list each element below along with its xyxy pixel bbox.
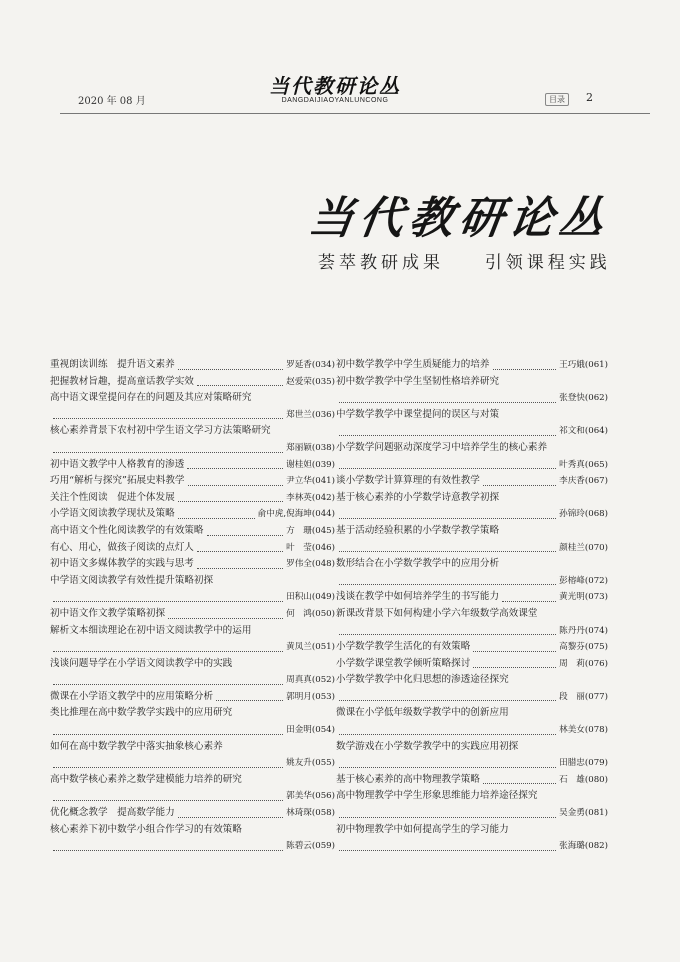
toc-entry-author: 周 莉: [559, 658, 585, 669]
journal-brand-title: 当代教研论丛: [305, 193, 613, 244]
leader-dots: [53, 684, 283, 685]
toc-entry[interactable]: [50, 606, 335, 623]
toc-entry-title: 如何在高中数学教学中落实抽象核心素养: [50, 740, 223, 752]
leader-dots: [339, 518, 556, 519]
toc-entry-page: (049): [311, 592, 335, 603]
toc-entry-title: 中学语文阅读教学有效性提升策略初探: [50, 574, 214, 586]
toc-entry-title: 浅谈问题导学在小学语文阅读教学中的实践: [50, 657, 233, 669]
toc-entry-title: 高中语文课堂提问存在的问题及其应对策略研究: [50, 392, 252, 404]
toc-entry-author: 吴金勇: [559, 808, 585, 819]
toc-entry-title: 初中数学教学中学生坚韧性格培养研究: [336, 375, 500, 387]
toc-entry-author: 叶秀真: [559, 459, 585, 470]
toc-entry-title: 把握教材旨趣，提高童话教学实效: [50, 375, 194, 387]
toc-entry-author: 郑世兰: [286, 409, 312, 420]
toc-entry[interactable]: [50, 506, 335, 523]
leader-dots: [502, 601, 556, 602]
toc-entry-page: (065): [584, 459, 608, 470]
section-label: 目录: [545, 93, 569, 106]
toc-entry[interactable]: [50, 423, 335, 456]
toc-entry-title: 初中数学教学中学生质疑能力的培养: [336, 359, 490, 370]
leader-dots: [197, 551, 283, 552]
toc-entry-page: (061): [584, 360, 608, 370]
toc-entry-page: (054): [311, 725, 335, 736]
toc-entry[interactable]: [50, 490, 335, 507]
toc-entry[interactable]: [50, 523, 335, 540]
toc-entry[interactable]: [50, 390, 335, 423]
toc-entry[interactable]: [336, 473, 608, 490]
toc-entry-page: (042): [311, 492, 335, 503]
leader-dots: [473, 667, 556, 668]
toc-entry-author: 段 丽: [559, 691, 585, 702]
toc-entry[interactable]: [50, 623, 335, 656]
toc-entry-title: 小学数学问题驱动深度学习中培养学生的核心素养: [336, 441, 548, 453]
toc-entry-title: 新课改背景下如何构建小学六年级数学高效课堂: [336, 607, 538, 619]
toc-entry-author: 张登快: [559, 393, 585, 404]
toc-entry-page: (082): [584, 841, 608, 852]
toc-entry-page: (072): [584, 575, 608, 586]
toc-right-column: [336, 357, 608, 855]
toc-entry-author: 尹立华: [286, 476, 312, 487]
toc-entry[interactable]: [50, 374, 335, 391]
toc-entry-page: (062): [584, 393, 608, 404]
toc-entry[interactable]: [50, 705, 335, 738]
toc-entry-author: 孙锦玲: [559, 509, 585, 520]
slogan-right: 引领课程实践: [484, 253, 611, 273]
toc-entry[interactable]: [336, 606, 608, 639]
toc-entry-author: 谢桂妲: [286, 459, 312, 470]
toc-entry-title: 初中物理教学中如何提高学生的学习能力: [336, 823, 509, 835]
toc-entry-title: 数形结合在小学数学教学中的应用分析: [336, 558, 500, 570]
toc-entry-page: (039): [311, 459, 335, 470]
leader-dots: [493, 369, 557, 370]
toc-entry-page: (059): [311, 841, 335, 852]
leader-dots: [339, 700, 556, 701]
toc-entry[interactable]: [336, 523, 608, 556]
toc-entry-page: (035): [311, 376, 335, 387]
leader-dots: [53, 767, 283, 768]
toc-entry[interactable]: [336, 639, 608, 656]
leader-dots: [197, 385, 283, 386]
leader-dots: [339, 584, 556, 585]
leader-dots: [207, 535, 284, 536]
leader-dots: [178, 518, 255, 519]
toc-entry-title: 初中语文多媒体教学的实践与思考: [50, 558, 194, 570]
journal-pinyin: DANGDAIJIAOYANLUNCONG: [281, 97, 389, 104]
leader-dots: [473, 651, 556, 652]
toc-entry-page: (051): [311, 642, 335, 653]
toc-entry-page: (044): [311, 509, 335, 520]
toc-entry-page: (048): [311, 559, 335, 570]
toc-entry[interactable]: [336, 739, 608, 772]
toc-entry-page: (076): [584, 658, 608, 669]
toc-entry-title: 浅谈在教学中如何培养学生的书写能力: [336, 591, 500, 603]
toc-entry-page: (050): [311, 608, 335, 619]
toc-entry-author: 林美女: [559, 725, 585, 736]
slogan-left: 荟萃教研成果: [318, 253, 444, 273]
toc-entry[interactable]: [50, 822, 335, 855]
toc-entry[interactable]: [336, 440, 608, 473]
toc-entry-title: 小学数学教学生活化的有效策略: [336, 641, 471, 653]
toc-entry[interactable]: [50, 656, 335, 689]
toc-entry-title: 巧用“解析与探究”拓展史料教学: [50, 475, 185, 487]
toc-entry-title: 数学游戏在小学数学教学中的实践应用初探: [336, 740, 519, 752]
toc-entry-page: (055): [311, 758, 335, 769]
toc-entry-page: (075): [584, 642, 608, 653]
leader-dots: [339, 817, 556, 818]
toc-entry[interactable]: [336, 556, 608, 589]
toc-entry-author: 赵爱荣: [286, 376, 312, 387]
toc-entry[interactable]: [50, 473, 335, 490]
toc-entry[interactable]: [336, 772, 608, 789]
leader-dots: [53, 601, 283, 602]
toc-entry[interactable]: [50, 573, 335, 606]
toc-entry-page: (046): [311, 542, 335, 553]
leader-dots: [178, 817, 283, 818]
toc-entry-author: 黄凤兰: [286, 642, 312, 653]
journal-slogan: [318, 248, 618, 273]
toc-entry-title: 核心素养下初中数学小组合作学习的有效策略: [50, 823, 242, 835]
toc-entry-title: 中学数学教学中课堂提问的误区与对策: [336, 408, 500, 420]
leader-dots: [178, 501, 283, 502]
toc-entry-title: 初中语文作文教学策略初探: [50, 607, 166, 619]
toc-entry-title: 核心素养背景下农村初中学生语文学习方法策略研究: [50, 425, 271, 437]
leader-dots: [53, 850, 283, 851]
toc-entry[interactable]: [50, 739, 335, 772]
toc-entry-title: 基于核心素养的高中物理教学策略: [336, 773, 480, 785]
toc-entry-author: 叶 莹: [286, 542, 312, 553]
toc-entry[interactable]: [50, 689, 335, 706]
toc-entry-title: 小学语文阅读教学现状及策略: [50, 508, 175, 520]
toc-entry-author: 张海璐: [559, 841, 585, 852]
toc-entry-page: (053): [311, 691, 335, 702]
toc-entry[interactable]: [336, 656, 608, 673]
leader-dots: [339, 850, 556, 851]
toc-entry-page: (064): [584, 426, 608, 437]
toc-entry-author: 陈碧云: [286, 841, 312, 852]
leader-dots: [339, 468, 556, 469]
leader-dots: [53, 800, 283, 801]
toc-entry-author: 姚友升: [286, 758, 312, 769]
toc-entry-author: 罗延香: [286, 360, 312, 370]
toc-entry[interactable]: [50, 457, 335, 474]
toc-entry-author: 田腊忠: [559, 758, 585, 769]
toc-entry-title: 小学数学教学中化归思想的渗透途径探究: [336, 674, 509, 686]
toc-entry[interactable]: [336, 407, 608, 440]
toc-entry-author: 高黎芬: [559, 642, 585, 653]
toc-entry[interactable]: [336, 490, 608, 523]
leader-dots: [168, 618, 283, 619]
toc-entry-page: (067): [584, 476, 608, 487]
header-divider: [60, 113, 650, 114]
toc-entry-author: 彭榕峰: [559, 575, 585, 586]
toc-entry-page: (038): [311, 442, 335, 453]
toc-entry[interactable]: [336, 357, 608, 374]
issue-date: 2020 年 08 月: [78, 96, 146, 107]
toc-entry[interactable]: [336, 822, 608, 855]
journal-title-small: 当代教研论丛: [269, 74, 401, 98]
toc-entry-author: 田积山: [286, 592, 312, 603]
toc-entry-author: 方 珊: [286, 525, 312, 536]
toc-entry-author: 李庆香: [559, 476, 585, 487]
toc-entry[interactable]: [50, 556, 335, 573]
toc-entry-page: (081): [584, 808, 608, 819]
toc-entry-author: 石 雄: [559, 774, 585, 785]
toc-entry[interactable]: [336, 672, 608, 705]
toc-entry-title: 初中语文教学中人格教育的渗透: [50, 458, 185, 470]
toc-entry[interactable]: [50, 805, 335, 822]
toc-entry-page: (034): [311, 360, 335, 370]
leader-dots: [339, 435, 556, 436]
leader-dots: [339, 402, 556, 403]
toc-entry-page: (073): [584, 592, 608, 603]
toc-entry-title: 高中物理教学中学生形象思维能力培养途径探究: [336, 790, 538, 802]
toc-entry-page: (079): [584, 758, 608, 769]
leader-dots: [197, 568, 283, 569]
toc-entry-page: (078): [584, 725, 608, 736]
toc-entry-author: 田金明: [286, 725, 312, 736]
toc-entry-author: 李林英: [286, 492, 312, 503]
toc-entry-author: 郑丽颖: [286, 442, 312, 453]
toc-entry-page: (058): [311, 808, 335, 819]
leader-dots: [178, 369, 283, 370]
leader-dots: [339, 767, 556, 768]
toc-entry-author: 俞中虎,倪海坤: [257, 509, 312, 520]
toc-entry-author: 郭美华: [286, 791, 312, 802]
toc-entry-page: (077): [584, 691, 608, 702]
leader-dots: [339, 551, 556, 552]
leader-dots: [188, 485, 284, 486]
leader-dots: [187, 468, 283, 469]
toc-entry[interactable]: [336, 374, 608, 407]
toc-left-column: [50, 357, 335, 855]
toc-entry-page: (070): [584, 542, 608, 553]
toc-entry-title: 微课在小学语文教学中的应用策略分析: [50, 690, 214, 702]
toc-entry[interactable]: [336, 788, 608, 821]
leader-dots: [483, 783, 556, 784]
leader-dots: [53, 651, 283, 652]
leader-dots: [53, 452, 283, 453]
toc-entry-title: 高中语文个性化阅读教学的有效策略: [50, 524, 204, 536]
leader-dots: [483, 485, 556, 486]
toc-entry[interactable]: [336, 589, 608, 606]
toc-entry-author: 黄光明: [559, 592, 585, 603]
toc-entry-title: 基于核心素养的小学数学诗意教学初探: [336, 491, 500, 503]
toc-entry-title: 基于活动经验积累的小学数学教学策略: [336, 524, 500, 536]
leader-dots: [53, 418, 283, 419]
toc-entry-page: (041): [311, 476, 335, 487]
toc-entry-author: 祁文和: [559, 426, 585, 437]
page-header: [0, 0, 680, 120]
toc-entry-title: 重视朗读训练 提升语文素养: [50, 359, 175, 370]
toc-entry-title: 谈小学数学计算算理的有效性教学: [336, 475, 480, 487]
toc-entry[interactable]: [50, 357, 335, 374]
toc-entry-page: (056): [311, 791, 335, 802]
leader-dots: [339, 734, 556, 735]
toc-entry-author: 罗伟全: [286, 559, 312, 570]
toc-entry-title: 高中数学核心素养之数学建模能力培养的研究: [50, 773, 242, 785]
toc-entry-page: (036): [311, 409, 335, 420]
toc-entry-title: 微课在小学低年级数学教学中的创新应用: [336, 707, 509, 719]
toc-entry-author: 何 鸿: [286, 608, 312, 619]
toc-entry[interactable]: [50, 540, 335, 557]
toc-entry-title: 优化概念教学 提高数学能力: [50, 807, 175, 819]
toc-entry-author: 周真真: [286, 675, 312, 686]
toc-entry-title: 小学数学课堂教学倾听策略探讨: [336, 657, 471, 669]
toc-entry-page: (074): [584, 625, 608, 636]
page-number: 2: [586, 91, 593, 104]
toc-entry[interactable]: [50, 772, 335, 805]
leader-dots: [216, 700, 283, 701]
toc-entry-author: 林琦琛: [286, 808, 312, 819]
toc-entry-title: 关注个性阅读 促进个体发展: [50, 491, 175, 503]
toc-entry-author: 颜桂兰: [559, 542, 585, 553]
toc-entry-title: 解析文本细读理论在初中语文阅读教学中的运用: [50, 624, 252, 636]
leader-dots: [53, 734, 283, 735]
toc-entry-author: 王巧娥: [559, 360, 585, 370]
toc-entry-page: (068): [584, 509, 608, 520]
toc-entry-author: 郭明月: [286, 691, 312, 702]
toc-entry-author: 陈丹丹: [559, 625, 585, 636]
toc-entry-page: (052): [311, 675, 335, 686]
toc-entry-title: 有心、用心，做孩子阅读的点灯人: [50, 541, 194, 553]
toc-entry[interactable]: [336, 705, 608, 738]
toc-entry-page: (045): [311, 525, 335, 536]
toc-entry-page: (080): [584, 774, 608, 785]
leader-dots: [339, 634, 556, 635]
toc-entry-title: 类比推理在高中数学教学实践中的应用研究: [50, 707, 233, 719]
